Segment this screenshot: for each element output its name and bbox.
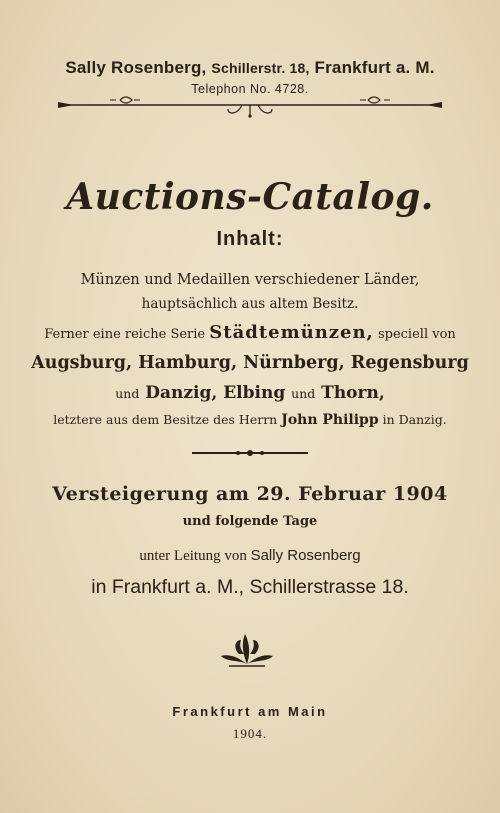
auction-following-days: und folgende Tage: [182, 514, 318, 529]
floral-ornament-icon: [217, 630, 277, 670]
publication-place: Frankfurt am Main: [172, 704, 328, 719]
contents-line-6-pre: letztere aus dem Besitze des Herrn: [53, 412, 278, 427]
contents-line-6-post: in Danzig.: [382, 412, 447, 427]
catalog-title: Auctions-Catalog.: [66, 176, 434, 218]
contents-line-1: Münzen und Medaillen verschiedener Länder,: [80, 272, 420, 288]
auction-leitung-pre: unter Leitung von: [139, 548, 247, 564]
contents-line-3: [0, 322, 500, 343]
publisher-name: Sally Rosenberg,: [65, 58, 207, 77]
publisher-city: Frankfurt a. M.: [314, 58, 435, 77]
contents-heading: Inhalt:: [216, 228, 284, 250]
publication-year: 1904.: [232, 726, 268, 741]
contents-line-2: hauptsächlich aus altem Besitz.: [141, 296, 359, 312]
auction-leitung-name: Sally Rosenberg: [250, 547, 361, 564]
publisher-line: [0, 58, 500, 78]
contents-line-5-b: Danzig, Elbing: [145, 383, 286, 403]
contents-line-5-a: und: [115, 386, 140, 401]
contents-line-3-post: speciell von: [377, 327, 456, 342]
contents-line-4: Augsburg, Hamburg, Nürnberg, Regensburg: [31, 353, 469, 373]
contents-line-3-pre: Ferner eine reiche Serie: [44, 327, 206, 342]
contents-line-5-d: Thorn,: [321, 383, 385, 403]
auction-address: in Frankfurt a. M., Schillerstrasse 18.: [91, 576, 409, 598]
header-rule-ornament: [0, 92, 500, 122]
auction-leitung: [0, 547, 500, 565]
auction-date: Versteigerung am 29. Februar 1904: [52, 483, 448, 505]
telephone-number: Telephon No. 4728.: [191, 82, 309, 96]
publisher-street: Schillerstr. 18,: [211, 60, 310, 76]
contents-line-6: [0, 412, 500, 428]
contents-line-3-emph: Städtemünzen,: [209, 322, 374, 343]
divider-ornament: [190, 448, 310, 458]
contents-line-6-emph: John Philipp: [281, 412, 379, 428]
contents-line-5-c: und: [291, 386, 316, 401]
contents-line-5: [0, 383, 500, 403]
